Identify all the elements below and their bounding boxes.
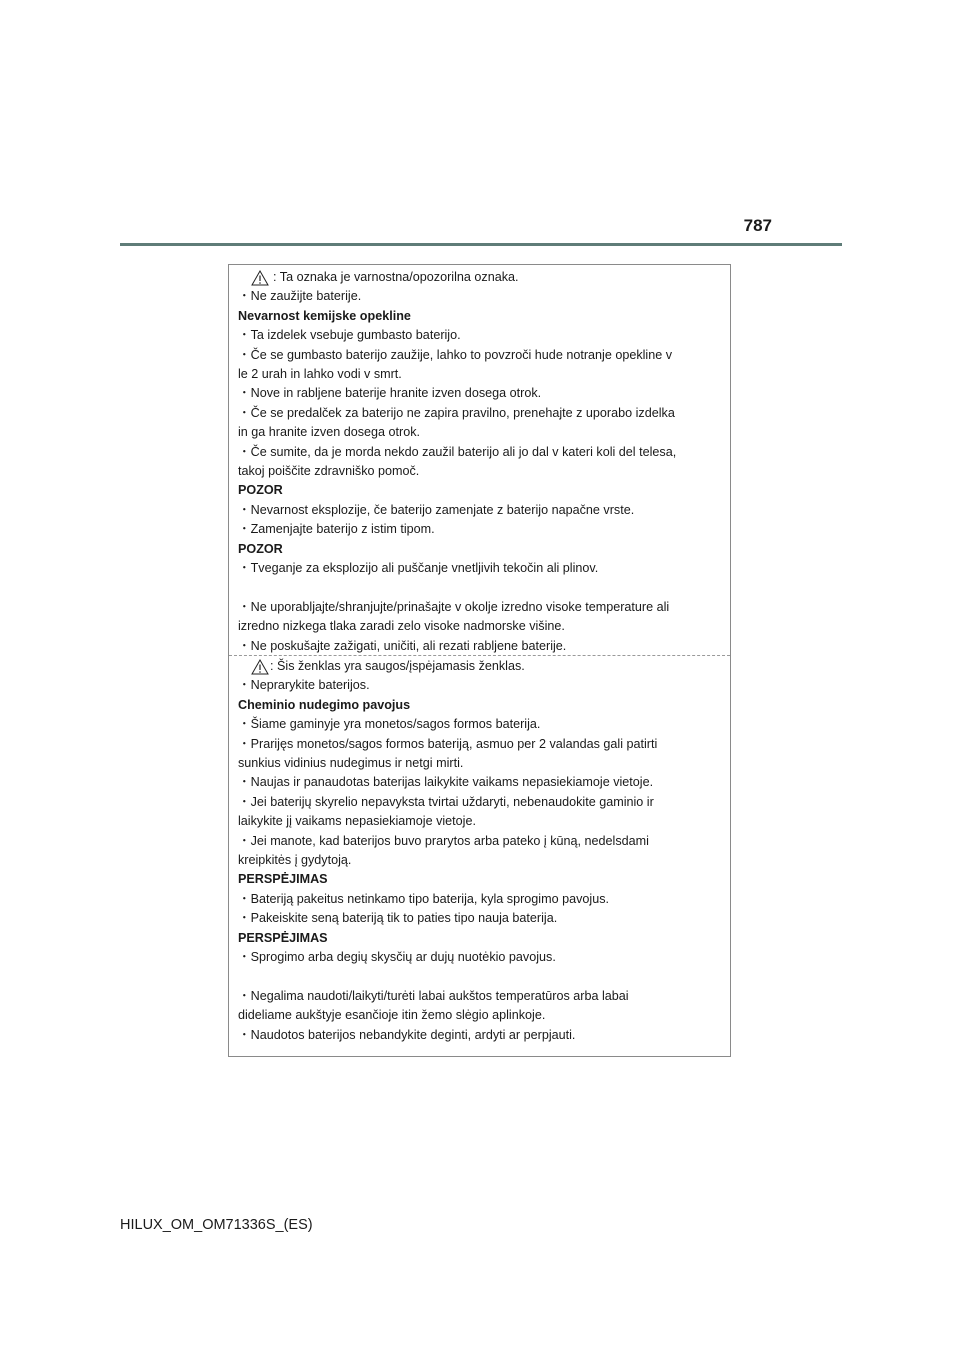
warning-text-line: in ga hranite izven dosega otrok. bbox=[238, 425, 421, 440]
document-code: HILUX_OM_OM71336S_(ES) bbox=[120, 1217, 313, 1233]
warning-symbol-line bbox=[238, 657, 720, 676]
section-divider bbox=[229, 655, 730, 656]
warning-symbol-line bbox=[238, 268, 720, 287]
warning-text-line: takoj poiščite zdravniško pomoč. bbox=[238, 464, 420, 479]
warning-text-line: ・Bateriją pakeitus netinkamo tipo baterija, kyla sprogimo pavojus. bbox=[238, 891, 610, 906]
warning-heading: POZOR bbox=[238, 483, 283, 498]
warning-text-line: ・Sprogimo arba degių skysčių ar dujų nuotėkio pavojus. bbox=[238, 950, 556, 965]
warning-symbol-text: : Šis ženklas yra saugos/įspėjamasis ženklas. bbox=[270, 659, 525, 673]
warning-heading: Cheminio nudegimo pavojus bbox=[238, 697, 411, 712]
warning-text-line: kreipkitės į gydytoją. bbox=[238, 853, 352, 868]
warning-text-line: ・Neprarykite baterijos. bbox=[238, 678, 370, 693]
warning-text-line: dideliame aukštyje esančioje itin žemo slėgio aplinkoje. bbox=[238, 1008, 546, 1023]
warning-text-line: ・Tveganje za eksplozijo ali puščanje vnetljivih tekočin ali plinov. bbox=[238, 561, 599, 576]
warning-section-slovenian bbox=[229, 268, 730, 656]
warning-text-line: ・Ta izdelek vsebuje gumbasto baterijo. bbox=[238, 328, 461, 343]
warning-text-line: le 2 urah in lahko vodi v smrt. bbox=[238, 367, 402, 382]
warning-triangle-icon bbox=[251, 659, 269, 675]
warning-heading: PERSPĖJIMAS bbox=[238, 930, 328, 945]
warning-text-line: ・Šiame gaminyje yra monetos/sagos formos baterija. bbox=[238, 717, 541, 732]
warning-text-line: ・Zamenjajte baterijo z istim tipom. bbox=[238, 522, 435, 537]
warning-text-line: sunkius vidinius nudegimus ir netgi mirti. bbox=[238, 756, 464, 771]
warning-text-line: ・Negalima naudoti/laikyti/turėti labai aukštos temperatūros arba labai bbox=[238, 988, 629, 1003]
warning-text-line: ・Pakeiskite seną bateriją tik to paties tipo nauja baterija. bbox=[238, 911, 558, 926]
warning-text-line: izredno nizkega tlaka zaradi zelo visoke nadmorske višine. bbox=[238, 619, 565, 634]
warning-text-line: ・Jei baterijų skyrelio nepavyksta tvirtai uždaryti, nebenaudokite gaminio ir bbox=[238, 794, 654, 809]
warning-triangle-icon bbox=[251, 270, 269, 286]
warning-text-line: ・Prarijęs monetos/sagos formos bateriją, asmuo per 2 valandas gali patirti bbox=[238, 736, 658, 751]
warning-text-line: ・Jei manote, kad baterijos buvo prarytos arba pateko į kūną, nedelsdami bbox=[238, 833, 649, 848]
warning-heading: POZOR bbox=[238, 541, 283, 556]
warning-text-line: ・Če se predalček za baterijo ne zapira pravilno, prenehajte z uporabo izdelka bbox=[238, 405, 675, 420]
battery-warning-box bbox=[228, 264, 731, 1057]
warning-text-line: ・Ne uporabljajte/shranjujte/prinašajte v okolje izredno visoke temperature ali bbox=[238, 599, 670, 614]
warning-text-line: ・Naujas ir panaudotas baterijas laikykite vaikams nepasiekiamoje vietoje. bbox=[238, 775, 654, 790]
warning-text-line: ・Nevarnost eksplozije, če baterijo zamenjate z baterijo napačne vrste. bbox=[238, 502, 635, 517]
warning-text-line: ・Če se gumbasto baterijo zaužije, lahko to povzroči hude notranje opekline v bbox=[238, 347, 673, 362]
header-rule bbox=[120, 243, 842, 246]
warning-text-line: ・Če sumite, da je morda nekdo zaužil baterijo ali jo dal v kateri koli del telesa, bbox=[238, 444, 677, 459]
warning-heading: Nevarnost kemijske opekline bbox=[238, 308, 411, 323]
warning-text-line: ・Ne zaužijte baterije. bbox=[238, 289, 362, 304]
warning-text-line: ・Naudotos baterijos nebandykite deginti, ardyti ar perpjauti. bbox=[238, 1027, 576, 1042]
warning-section-lithuanian bbox=[229, 657, 730, 1045]
warning-text-line: ・Ne poskušajte zažigati, uničiti, ali rezati rabljene baterije. bbox=[238, 638, 567, 653]
warning-symbol-text: : Ta oznaka je varnostna/opozorilna oznaka. bbox=[273, 270, 519, 284]
warning-text-line: ・Nove in rabljene baterije hranite izven dosega otrok. bbox=[238, 386, 542, 401]
warning-text-line: laikykite jį vaikams nepasiekiamoje vietoje. bbox=[238, 814, 476, 829]
warning-heading: PERSPĖJIMAS bbox=[238, 872, 328, 887]
blank-line bbox=[238, 968, 720, 987]
page-number: 787 bbox=[743, 216, 772, 235]
blank-line bbox=[238, 579, 720, 598]
